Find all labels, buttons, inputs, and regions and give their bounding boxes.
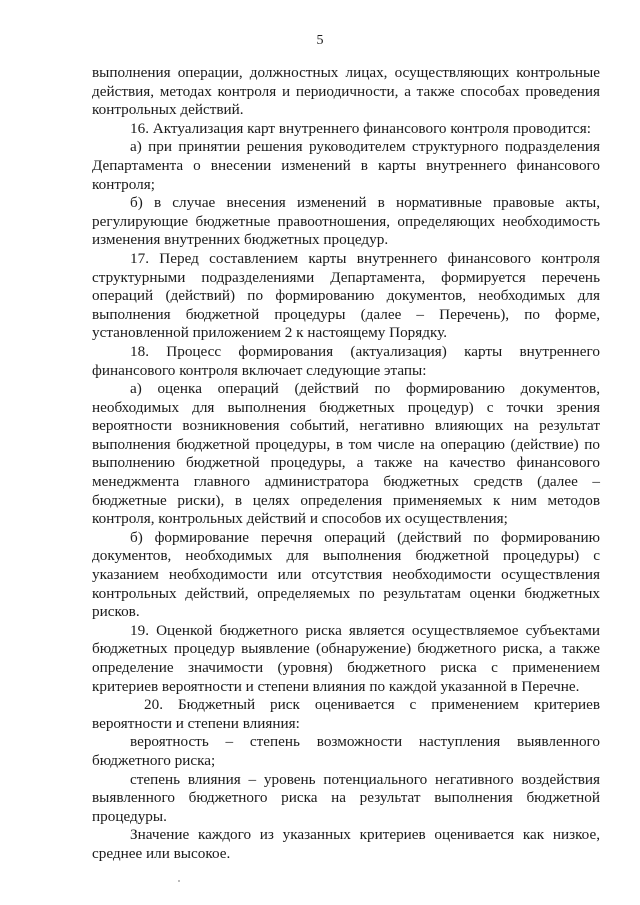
paragraph-18-b: б) формирование перечня операций (действий по формированию документов, необходимых для выполнения бюджетной процедуры) с указанием необходимости или отсутствия необходимости осуществления контрольных действий, определяемых по результатам оценки бюджетных рисков. bbox=[92, 528, 600, 621]
paragraph-criteria-values: Значение каждого из указанных критериев оценивается как низкое, среднее или высокое. bbox=[92, 826, 600, 862]
paragraph-continuation: выполнения операции, должностных лицах, осуществляющих контрольные действия, методах контроля и периодичности, а также способах проведения контрольных действий. bbox=[92, 64, 600, 119]
paragraph-16: 16. Актуализация карт внутреннего финансового контроля проводится: bbox=[130, 119, 591, 137]
paragraph-16-a: а) при принятии решения руководителем структурного подразделения Департамента о внесении изменений в карты внутреннего финансового контроля; bbox=[92, 138, 600, 193]
paragraph-19: 19. Оценкой бюджетного риска является осуществляемое субъектами бюджетных процедур выявление (обнаружение) бюджетного риска, а также определение значимости (уровня) бюджетного риска с применением критериев вероятности и степени влияния по каждой указанной в Перечне. bbox=[92, 621, 600, 695]
paragraph-16-b: б) в случае внесения изменений в нормативные правовые акты, регулирующие бюджетные правоотношения, определяющих необходимость изменения внутренних бюджетных процедур. bbox=[92, 194, 600, 249]
paragraph-20-impact: степень влияния – уровень потенциального негативного воздействия выявленного бюджетного риска на результат выполнения бюджетной процедуры. bbox=[92, 770, 600, 825]
paragraph-18-a: а) оценка операций (действий по формированию документов, необходимых для выполнения бюджетных процедур) с точки зрения вероятности возникновения событий, негативно влияющих на результат выполнения бюджетной процедуры, в том числе на операцию (действие) по выполнению бюджетной процедуры, а также на качество финансового менеджмента главного администратора бюджетных средств (далее – бюджетные риски), в целях определения применяемых к ним методов контроля, контрольных действий и способов их осуществления; bbox=[92, 380, 600, 528]
paragraph-20: 20. Бюджетный риск оценивается с применением критериев вероятности и степени влияния: bbox=[92, 696, 600, 732]
paragraph-17: 17. Перед составлением карты внутреннего финансового контроля структурными подразделениями Департамента, формируется перечень операций (действий) по формированию документов, необходимых для выполнения бюджетной процедуры (далее – Перечень), по форме, установленной приложением 2 к настоящему Порядку. bbox=[92, 249, 600, 342]
paragraph-20-probability: вероятность – степень возможности наступления выявленного бюджетного риска; bbox=[92, 733, 600, 769]
paragraph-18: 18. Процесс формирования (актуализация) карты внутреннего финансового контроля включает следующие этапы: bbox=[92, 342, 600, 379]
scan-speck bbox=[178, 880, 180, 882]
document-body bbox=[92, 64, 600, 864]
page-number: 5 bbox=[316, 33, 324, 48]
